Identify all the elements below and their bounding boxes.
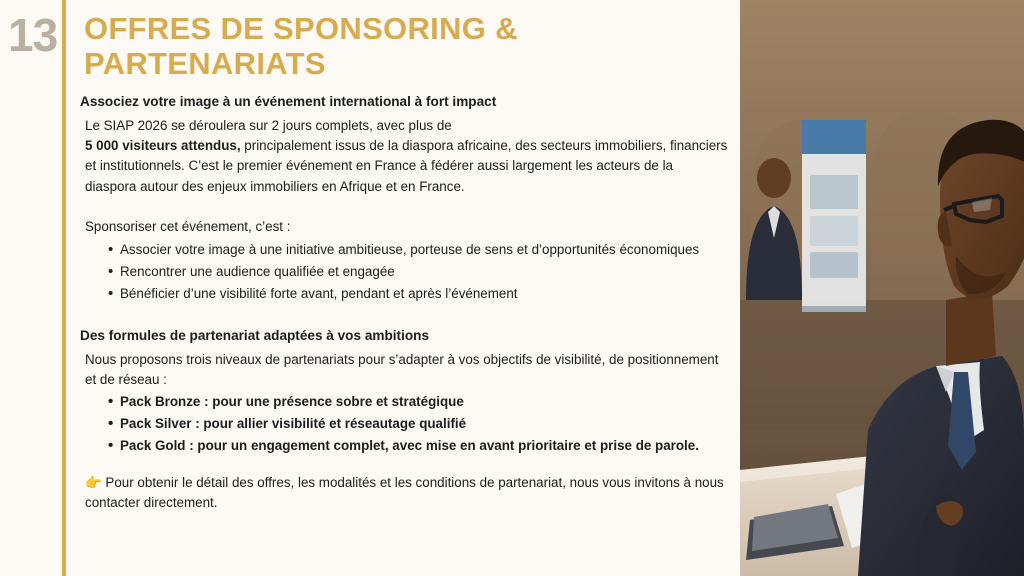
slide-number: 13 <box>8 9 58 61</box>
left-accent-stripe <box>62 0 66 576</box>
section1-heading: Associez votre image à un événement international à fort impact <box>80 94 497 109</box>
pointing-right-hand-icon: 👉 <box>85 474 102 490</box>
section3-paragraph: Nous proposons trois niveaux de partenariats pour s’adapter à vos objectifs de visibilité, de positionnement et de réseau : <box>85 351 719 387</box>
section3-heading: Des formules de partenariat adaptées à vos ambitions <box>80 327 430 343</box>
list-item: • Pack Gold : pour un engagement complet, avec mise en avant prioritaire et prise de parole. <box>108 436 728 456</box>
section1-bold-figure: 5 000 visiteurs attendus, <box>85 138 241 154</box>
section1-rest: principalement issus de la diaspora africaine, des secteurs immobiliers, financiers et institutionnels. C’est le premier événement en France à fédérer aussi largement les acteurs de la diaspora autour des enjeux immobiliers en Afrique et en France. <box>85 138 728 194</box>
list-item: • Associer votre image à une initiative ambitieuse, porteuse de sens et d’opportunités économiques <box>108 240 728 260</box>
section2-intro: Sponsoriser cet événement, c’est : <box>85 219 291 235</box>
list-item: • Pack Bronze : pour une présence sobre et stratégique <box>108 392 728 412</box>
closing-note <box>80 473 728 513</box>
section1-paragraph <box>80 116 728 198</box>
list-item: • Rencontrer une audience qualifiée et engagée <box>108 262 728 282</box>
list-item: • Pack Silver : pour allier visibilité et réseautage qualifié <box>108 414 728 434</box>
section2-bullet-list <box>80 240 728 304</box>
page-title: OFFRES DE SPONSORING & PARTENARIATS <box>84 11 518 81</box>
closing-text: Pour obtenir le détail des offres, les modalités et les conditions de partenariat, nous vous invitons à nous contacter directement. <box>85 474 724 510</box>
partnership-packs-list <box>80 392 728 456</box>
slide-body <box>80 92 728 526</box>
section1-line1: Le SIAP 2026 se déroulera sur 2 jours complets, avec plus de <box>85 117 452 133</box>
businessman-at-event-photo <box>740 0 1024 576</box>
list-item: • Bénéficier d’une visibilité forte avant, pendant et après l’événement <box>108 284 728 304</box>
